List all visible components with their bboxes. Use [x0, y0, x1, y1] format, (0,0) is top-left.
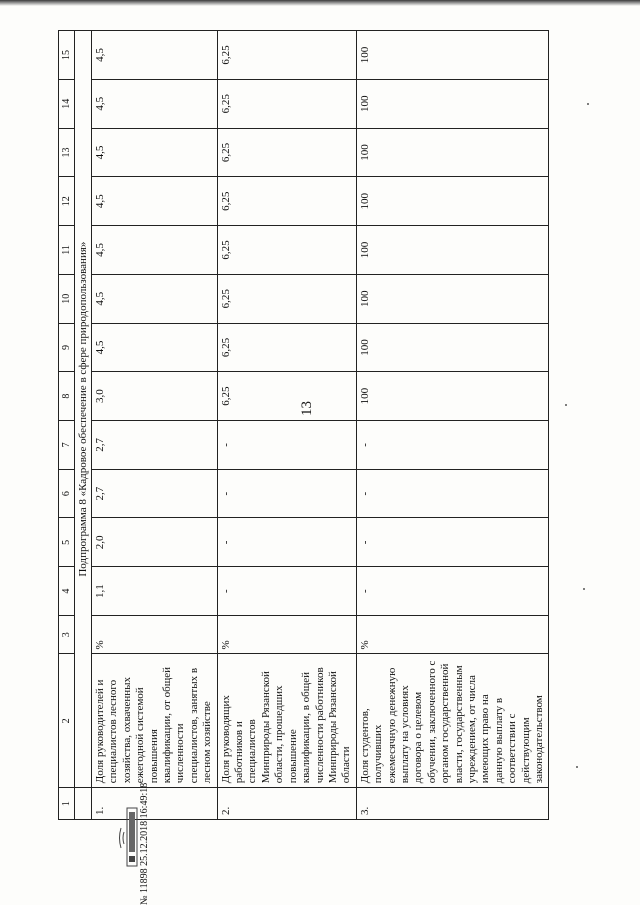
col-header: 3 — [59, 615, 75, 654]
col-header: 9 — [59, 323, 75, 372]
value-cell: - — [356, 421, 549, 470]
value-cell: 6,25 — [217, 79, 356, 128]
value-cell: 4,5 — [92, 226, 218, 275]
value-cell: 6,25 — [217, 177, 356, 226]
column-header-row — [59, 31, 75, 820]
value-cell: - — [217, 518, 356, 567]
row-number: 3. — [356, 788, 549, 820]
scan-speck — [583, 588, 585, 590]
row-number: 2. — [217, 788, 356, 820]
col-header: 11 — [59, 226, 75, 275]
col-header: 14 — [59, 79, 75, 128]
value-cell: 2,0 — [92, 518, 218, 567]
value-cell: 4,5 — [92, 323, 218, 372]
value-cell: 100 — [356, 323, 549, 372]
unit-cell: % — [217, 615, 356, 654]
subprogram-empty-cell — [75, 788, 92, 820]
value-cell: 6,25 — [217, 31, 356, 80]
scan-speck — [587, 103, 589, 105]
indicators-table — [58, 30, 549, 820]
value-cell: 2,7 — [92, 421, 218, 470]
unit-cell: % — [92, 615, 218, 654]
table-row — [356, 31, 549, 820]
registration-footer: № 11898 25.12.2018 16:49:18 — [139, 782, 150, 905]
scan-speck — [565, 404, 567, 406]
indicator-text: Доля студентов, получивших ежемесячную денежную выплату на условиях договора о целевом обучении, заключенного с органом государственной власти, государственным учреждением, от числа имеющих право на данную выплату в соответствии с действующим законодательством — [356, 654, 549, 788]
value-cell: 100 — [356, 79, 549, 128]
value-cell: 100 — [356, 226, 549, 275]
row-number: 1. — [92, 788, 218, 820]
value-cell: 6,25 — [217, 128, 356, 177]
value-cell: 1,1 — [92, 567, 218, 616]
scan-edge — [0, 0, 640, 6]
value-cell: 6,25 — [217, 323, 356, 372]
col-header: 13 — [59, 128, 75, 177]
value-cell: 6,25 — [217, 372, 356, 421]
col-header: 8 — [59, 372, 75, 421]
value-cell: 4,5 — [92, 128, 218, 177]
scan-speck — [576, 766, 578, 768]
value-cell: - — [217, 469, 356, 518]
value-cell: 4,5 — [92, 177, 218, 226]
col-header: 12 — [59, 177, 75, 226]
subprogram-title: Подпрограмма 8 «Кадровое обеспечение в сфере природопользования» — [75, 31, 92, 788]
value-cell: 2,7 — [92, 469, 218, 518]
col-header: 2 — [59, 654, 75, 788]
value-cell: 100 — [356, 31, 549, 80]
col-header: 4 — [59, 567, 75, 616]
value-cell: 4,5 — [92, 274, 218, 323]
table-row — [217, 31, 356, 820]
col-header: 6 — [59, 469, 75, 518]
value-cell: - — [356, 567, 549, 616]
indicator-text: Доля руководящих работников и специалистов Минприроды Рязанской области, прошедших повышение квалификации, в общей численности работников Минприроды Рязанской области — [217, 654, 356, 788]
indicator-text: Доля руководителей и специалистов лесного хозяйства, охваченных ежегодной системой повышения квалификации, от общей численности специалистов, занятых в лесном хозяйстве — [92, 654, 218, 788]
col-header: 10 — [59, 274, 75, 323]
value-cell: - — [217, 421, 356, 470]
value-cell: 4,5 — [92, 79, 218, 128]
table-row — [92, 31, 218, 820]
value-cell: - — [356, 518, 549, 567]
value-cell: 100 — [356, 177, 549, 226]
value-cell: 3,0 — [92, 372, 218, 421]
value-cell: - — [356, 469, 549, 518]
col-header: 15 — [59, 31, 75, 80]
col-header: 5 — [59, 518, 75, 567]
table-body — [92, 31, 549, 820]
unit-cell: % — [356, 615, 549, 654]
page-number: 13 — [299, 401, 315, 416]
value-cell: 6,25 — [217, 274, 356, 323]
value-cell: 4,5 — [92, 31, 218, 80]
rotated-table-container — [58, 30, 558, 820]
value-cell: 100 — [356, 372, 549, 421]
value-cell: - — [217, 567, 356, 616]
subprogram-row — [75, 31, 92, 820]
value-cell: 100 — [356, 128, 549, 177]
col-header: 7 — [59, 421, 75, 470]
value-cell: 6,25 — [217, 226, 356, 275]
value-cell: 100 — [356, 274, 549, 323]
col-header: 1 — [59, 788, 75, 820]
